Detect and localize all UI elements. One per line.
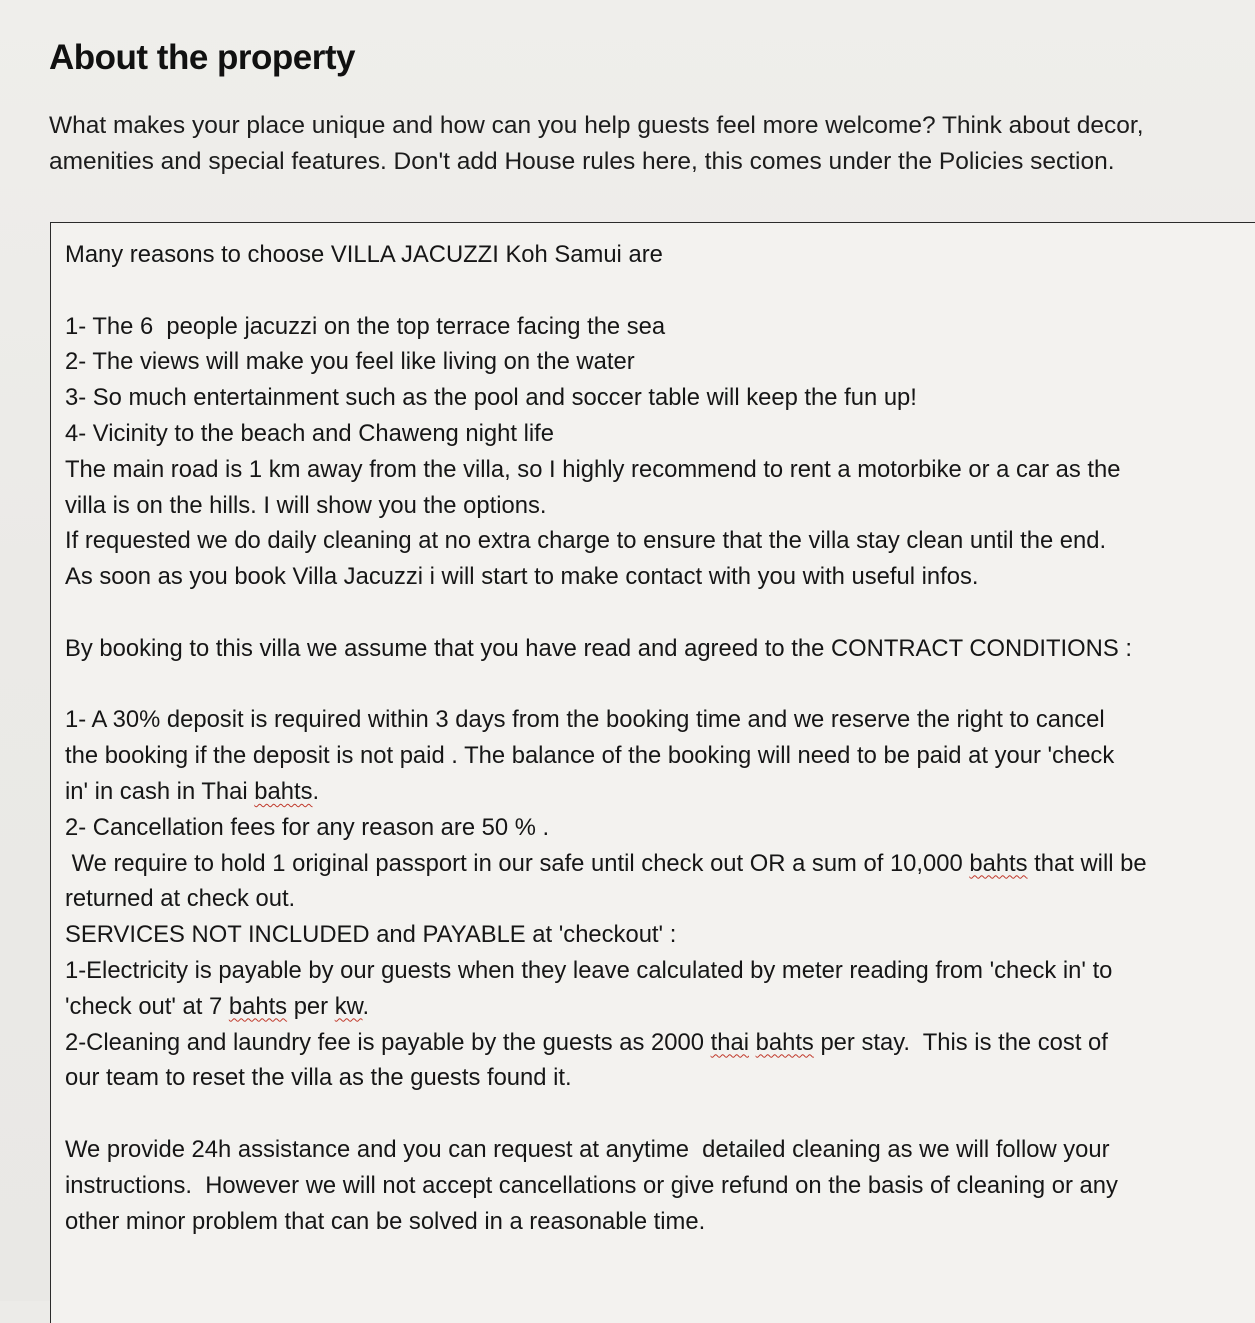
blank-line [65,667,1255,703]
text-segment: We require to hold 1 original passport in our safe until check out OR a sum of 10,000 [65,849,970,877]
laundry-line [65,1025,1255,1061]
deposit-line [65,774,1255,810]
reason-item: 2- The views will make you feel like living on the water [65,348,635,376]
blank-line [65,273,1255,309]
reason-item: 3- So much entertainment such as the pool and soccer table will keep the fun up! [65,384,917,412]
section-title: About the property [49,38,355,77]
contract-intro-line: By booking to this villa we assume that you have read and agreed to the CONTRACT CONDITIONS : [65,634,1132,662]
assistance-line: We provide 24h assistance and you can request at anytime detailed cleaning as we will follow your [65,1135,1110,1163]
description-line-2: amenities and special features. Don't add House rules here, this comes under the Policies section. [49,147,1115,175]
text-segment: . [312,777,320,805]
description-line-1: What makes your place unique and how can you help guests feel more welcome? Think about decor, [49,112,1144,139]
text-segment: in' in cash in Thai [65,777,255,805]
text-segment: per [287,992,335,1020]
text-segment: that will be [1027,849,1147,877]
assistance-line: instructions. However we will not accept cancellations or give refund on the basis of cleaning or any [65,1171,1118,1199]
text-segment: 'check out' at 7 [65,992,229,1020]
text-segment: . [362,992,370,1020]
spellcheck-word[interactable]: bahts [228,992,288,1020]
cleaning-line: If requested we do daily cleaning at no extra charge to ensure that the villa stay clean until the end. [65,527,1107,555]
laundry-line: our team to reset the villa as the guests found it. [65,1064,572,1092]
spellcheck-word[interactable]: kw [334,992,363,1020]
intro-line: Many reasons to choose VILLA JACUZZI Koh Samui are [65,241,663,268]
reason-item: 4- Vicinity to the beach and Chaweng night life [65,419,555,447]
blank-line [65,1096,1255,1132]
text-segment [749,1029,756,1056]
spellcheck-word[interactable]: thai [710,1028,749,1056]
blank-line [65,595,1255,631]
services-heading: SERVICES NOT INCLUDED and PAYABLE at 'checkout' : [65,921,677,949]
spellcheck-word[interactable]: bahts [755,1028,814,1056]
road-line: The main road is 1 km away from the villa, so I highly recommend to rent a motorbike or a car as the [65,455,1121,483]
passport-line [65,846,1255,882]
electricity-line: 1-Electricity is payable by our guests when they leave calculated by meter reading from 'check in' to [65,956,1113,984]
deposit-line: the booking if the deposit is not paid . The balance of the booking will need to be paid at your 'check [65,742,1115,770]
spellcheck-word[interactable]: bahts [969,849,1028,877]
spellcheck-word[interactable]: bahts [254,777,313,805]
textarea-content[interactable] [65,237,1255,1239]
reason-item: 1- The 6 people jacuzzi on the top terrace facing the sea [65,312,666,340]
cancellation-line: 2- Cancellation fees for any reason are 50 % . [65,813,550,841]
section-description [49,108,1239,180]
passport-line: returned at check out. [65,885,296,913]
about-property-textarea[interactable] [50,222,1255,1323]
deposit-line: 1- A 30% deposit is required within 3 days from the booking time and we reserve the right to cancel [65,706,1105,734]
text-segment: per stay. This is the cost of [813,1028,1108,1056]
road-line: villa is on the hills. I will show you the options. [65,491,547,519]
assistance-line: other minor problem that can be solved in a reasonable time. [65,1207,706,1235]
contact-line: As soon as you book Villa Jacuzzi i will start to make contact with you with useful infos. [65,563,979,591]
text-segment: 2-Cleaning and laundry fee is payable by the guests as 2000 [65,1028,711,1056]
electricity-line [65,989,1255,1025]
